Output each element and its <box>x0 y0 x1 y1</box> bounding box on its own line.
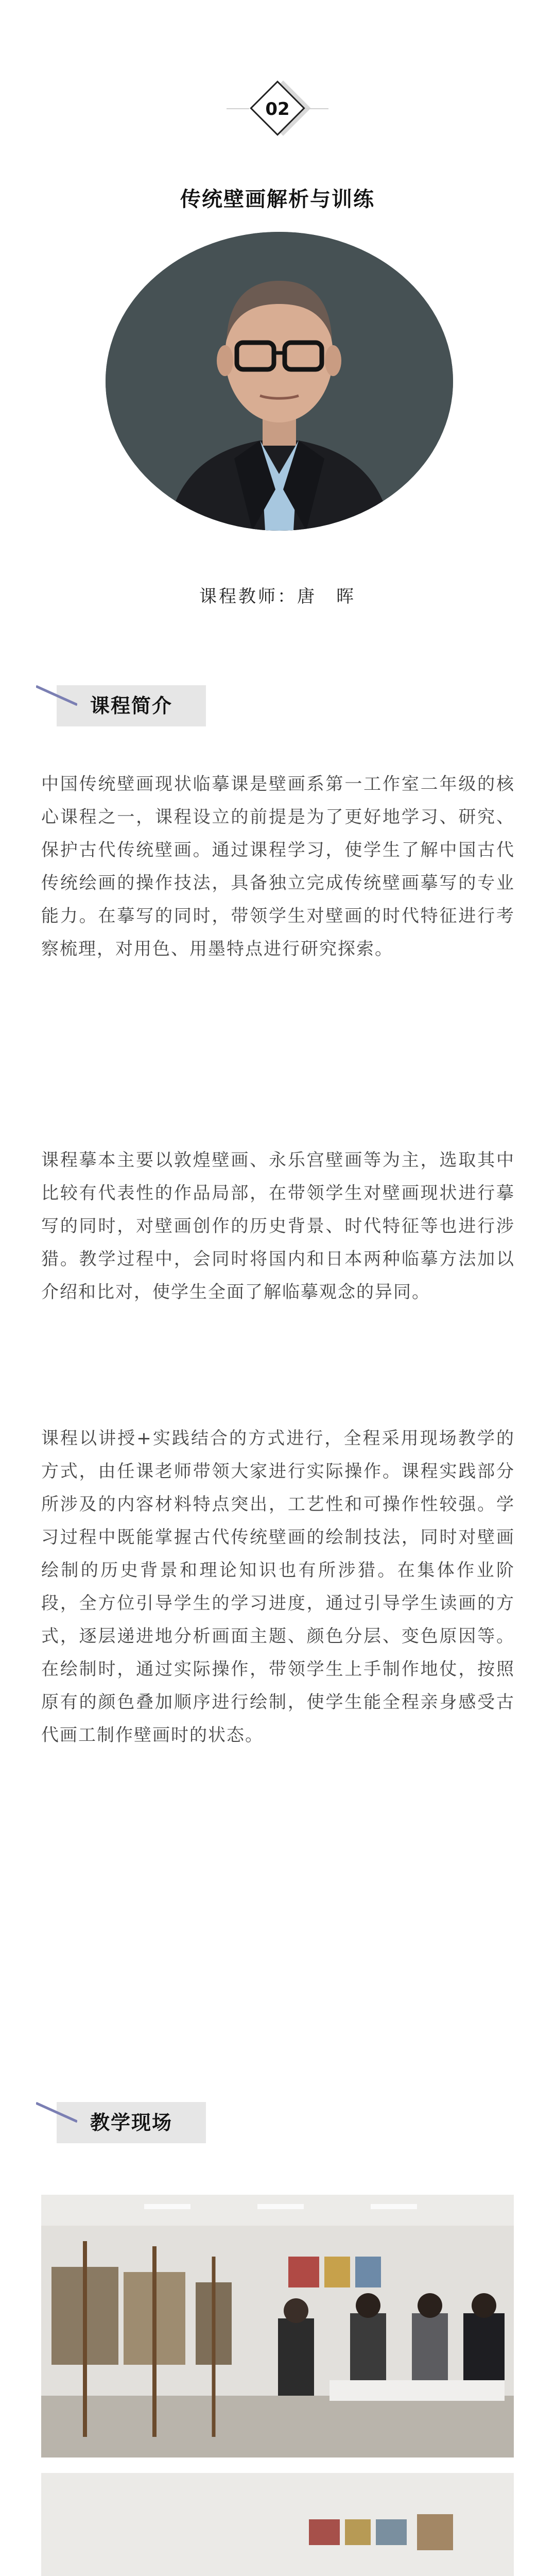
section-heading: 课程简介 <box>90 694 172 717</box>
teacher-name: 课程教师：唐 晖 <box>199 586 356 607</box>
section-header-intro <box>36 675 221 726</box>
diamond-icon <box>249 81 306 135</box>
intro-paragraph: 课程以讲授+实践结合的方式进行，全程采用现场教学的方式，由任课老师带领大家进行实际操作。课程实践部分所涉及的内容材料特点突出，工艺性和可操作性较强。学习过程中既能掌握古代传统壁画的绘制技法，同时对壁画绘制的历史背景和理论知识也有所涉猎。在集体作业阶段，全方位引导学生的学习进度，通过引导学生读画的方式，逐层递进地分析画面主题、颜色分层、变色原因等。在绘制时，通过实际操作，带领学生上手制作地仗，按照原有的颜色叠加顺序进行绘制，使学生能全程亲身感受古代画工制作壁画时的状态。 <box>41 1428 515 1745</box>
classroom-photo <box>41 2473 514 2576</box>
section-heading: 教学现场 <box>90 2111 172 2134</box>
page-title: 传统壁画解析与训练 <box>180 188 375 211</box>
intro-paragraph: 课程摹本主要以敦煌壁画、永乐宫壁画等为主，选取其中比较有代表性的作品局部，在带领学生对壁画现状进行摹写的同时，对壁画创作的历史背景、时代特征等也进行涉猎。教学过程中，会同时将国内和日本两种临摹方法加以介绍和比对，使学生全面了解临摹观念的异同。 <box>41 1150 515 1302</box>
teacher-portrait <box>106 232 453 531</box>
section-header-scene <box>36 2092 221 2143</box>
section-number: 02 <box>265 99 290 120</box>
section-number-badge <box>0 77 555 139</box>
intro-paragraph: 中国传统壁画现状临摹课是壁画系第一工作室二年级的核心课程之一，课程设立的前提是为了更好地学习、研究、保护古代传统壁画。通过课程学习，使学生了解中国古代传统绘画的操作技法，具备独立完成传统壁画摹写的专业能力。在摹写的同时，带领学生对壁画的时代特征进行考察梳理，对用色、用墨特点进行研究探索。 <box>41 774 515 959</box>
divider <box>306 108 328 109</box>
classroom-photo <box>41 2195 514 2458</box>
divider <box>227 108 249 109</box>
